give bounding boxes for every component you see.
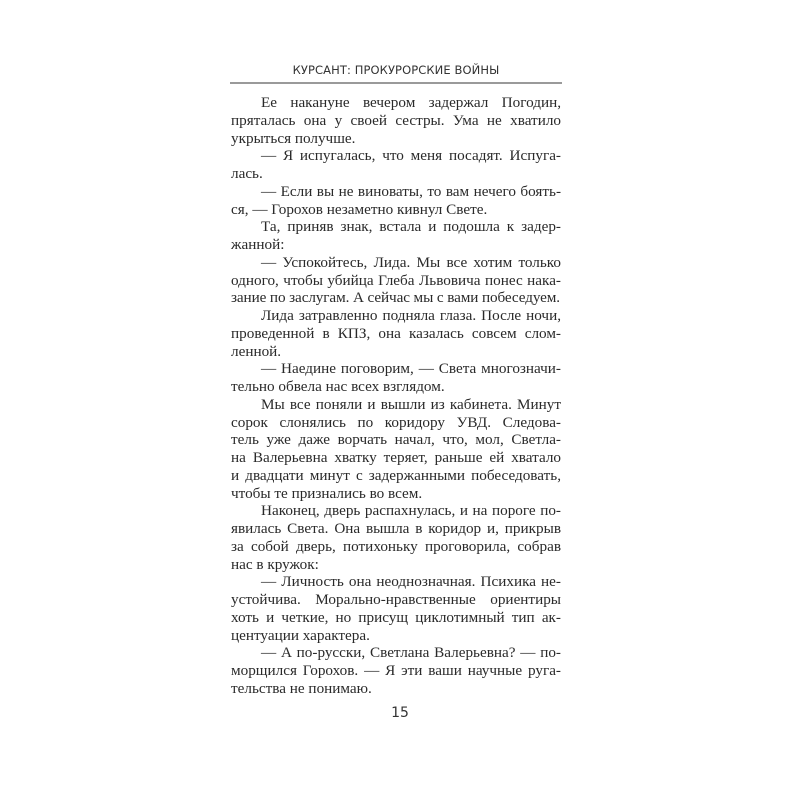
- text-line: тельно обвела нас всех взглядом.: [231, 378, 445, 395]
- text-line: укрыться получше.: [231, 129, 356, 147]
- text-line: и двадцати минут с задержанными побеседовать,: [231, 466, 561, 484]
- text-line: устойчива. Морально-нравственные ориентиры: [231, 591, 561, 608]
- text-line: — Личность она неоднозначная. Психика не-: [261, 573, 561, 591]
- text-line: зание по заслугам. А сейчас мы с вами побеседуем.: [231, 289, 560, 307]
- text-line: пряталась она у своей сестры. Ума не хватило: [231, 111, 561, 129]
- text-line: Лида затравленно подняла глаза. После ночи,: [261, 307, 561, 324]
- text-line: морщился Горохов. — Я эти ваши научные руга-: [231, 662, 561, 679]
- text-line: — Наедине поговорим, — Света многозначи-: [261, 360, 561, 378]
- text-line: Та, приняв знак, встала и подошла к задер-: [261, 218, 561, 236]
- paragraph: [231, 94, 561, 147]
- body-text: [231, 94, 561, 698]
- paragraph: [231, 644, 561, 697]
- text-line: явилась Света. Она вышла в коридор и, прикрыв: [231, 520, 561, 537]
- text-line: Мы все поняли и вышли из кабинета. Минут: [261, 395, 561, 413]
- text-line: хоть и четкие, но присущ циклотимный тип ак-: [231, 608, 561, 626]
- text-line: — А по-русски, Светлана Валерьевна? — по-: [261, 644, 561, 662]
- text-line: — Успокойтесь, Лида. Мы все хотим только: [261, 253, 561, 271]
- paragraph: [231, 218, 561, 254]
- text-line: нас в кружок:: [231, 555, 319, 573]
- paragraph: [231, 183, 561, 219]
- paragraph: [231, 307, 561, 360]
- paragraph: [231, 360, 561, 396]
- text-line: тель уже даже ворчать начал, что, мол, Светла-: [231, 431, 561, 449]
- paragraph: [231, 573, 561, 644]
- page-number: 15: [391, 705, 409, 721]
- text-line: Наконец, дверь распахнулась, и на пороге по-: [261, 502, 561, 520]
- text-line: ленной.: [231, 342, 282, 360]
- text-line: сорок слонялись по коридору УВД. Следова-: [231, 413, 561, 431]
- text-line: проведенной в КПЗ, она казалась совсем слом-: [231, 324, 561, 342]
- text-line: ся, — Горохов незаметно кивнул Свете.: [231, 200, 488, 218]
- text-line: на Валерьевна хватку теряет, раньше ей хватало: [231, 449, 561, 466]
- text-line: — Я испугалась, что меня посадят. Испуга-: [261, 147, 561, 165]
- running-title: КУРСАНТ: ПРОКУРОРСКИЕ ВОЙНЫ: [292, 63, 500, 77]
- text-line: — Если вы не виноваты, то вам нечего боять-: [261, 182, 561, 200]
- text-line: центуации характера.: [231, 626, 370, 644]
- text-line: чтобы те признались во всем.: [231, 484, 423, 502]
- text-line: лась.: [231, 165, 263, 182]
- text-line: за собой дверь, потихоньку проговорила, собрав: [231, 537, 561, 555]
- text-line: тельства не понимаю.: [231, 679, 372, 697]
- text-line: одного, чтобы убийца Глеба Львовича понес нака-: [231, 271, 561, 289]
- header-rule: [230, 82, 562, 84]
- text-line: жанной:: [231, 236, 285, 253]
- paragraph: [231, 147, 561, 183]
- paragraph: [231, 254, 561, 307]
- paragraph: [231, 502, 561, 573]
- text-line: Ее накануне вечером задержал Погодин,: [261, 94, 561, 111]
- paragraph: [231, 396, 561, 503]
